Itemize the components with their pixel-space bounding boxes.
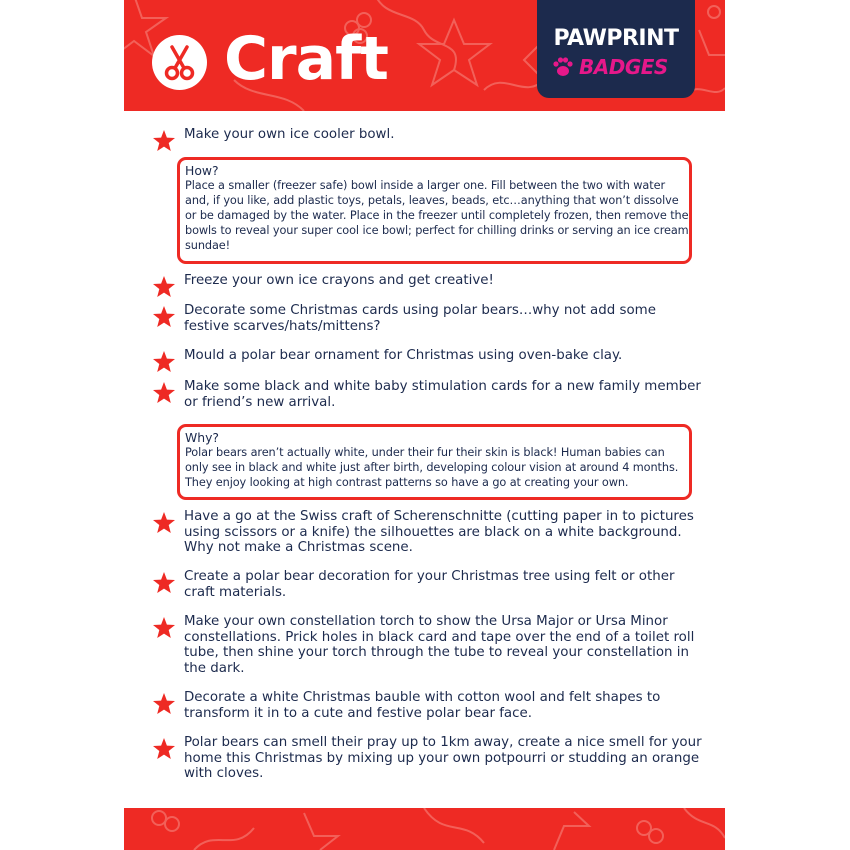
logo-badges-row xyxy=(551,53,691,81)
logo-text-badges: BADGES xyxy=(579,55,668,79)
item-text: Decorate some Christmas cards using polar bears…why not add some festive scarves/hats/mittens? xyxy=(184,303,656,334)
paw-icon xyxy=(551,55,575,79)
star-bullet-icon xyxy=(152,571,176,595)
how-info-box xyxy=(177,157,692,264)
star-bullet-icon xyxy=(152,275,176,299)
box-label: Why? xyxy=(185,430,220,445)
scissors-icon xyxy=(152,35,207,90)
box-body: Place a smaller (freezer safe) bowl inside a larger one. Fill between the two with water and, if you like, add plastic toys, petals, leaves, beads, etc…anything that won’t dissolve or be damaged by the water. Place in the freezer until completely frozen, then remove the bowls to reveal your super cool ice bowl; perfect for chilling drinks or serving an ice cream sundae! xyxy=(185,179,689,252)
why-info-box xyxy=(177,424,692,500)
star-bullet-icon xyxy=(152,350,176,374)
star-bullet-icon xyxy=(152,129,176,153)
item-text: Make your own ice cooler bowl. xyxy=(184,127,395,142)
logo-text-pawprint: PAWPRINT xyxy=(553,26,679,51)
pawprint-badges-logo xyxy=(537,0,695,98)
box-body: Polar bears aren’t actually white, under their fur their skin is black! Human babies can only see in black and white just after birth, developing colour vision at around 4 months. They enjoy looking at high contrast patterns so have a go at creating your own. xyxy=(185,446,679,489)
header-banner xyxy=(124,0,725,111)
star-bullet-icon xyxy=(152,737,176,761)
footer-banner xyxy=(124,808,725,850)
star-bullet-icon xyxy=(152,616,176,640)
star-bullet-icon xyxy=(152,511,176,535)
star-bullet-icon xyxy=(152,692,176,716)
item-text: Mould a polar bear ornament for Christmas using oven-bake clay. xyxy=(184,348,623,363)
item-text: Decorate a white Christmas bauble with cotton wool and felt shapes to transform it in to a cute and festive polar bear face. xyxy=(184,690,661,721)
holly-pattern-decoration xyxy=(124,808,725,850)
star-bullet-icon xyxy=(152,305,176,329)
page-title: Craft xyxy=(224,24,388,94)
star-bullet-icon xyxy=(152,381,176,405)
item-text: Have a go at the Swiss craft of Scherenschnitte (cutting paper in to pictures using scissors or a knife) the silhouettes are black on a white background. Why not make a Christmas scene. xyxy=(184,509,694,555)
craft-sheet xyxy=(124,0,725,850)
box-label: How? xyxy=(185,163,219,178)
item-text: Create a polar bear decoration for your Christmas tree using felt or other craft materials. xyxy=(184,569,675,600)
item-text: Freeze your own ice crayons and get creative! xyxy=(184,273,494,288)
item-text: Make your own constellation torch to show the Ursa Major or Ursa Minor constellations. Prick holes in black card and tape over the end of a toilet roll tube, then shine your torch through the tube to reveal your constellation in the dark. xyxy=(184,614,695,676)
item-text: Make some black and white baby stimulation cards for a new family member or friend’s new arrival. xyxy=(184,379,701,410)
item-text: Polar bears can smell their pray up to 1km away, create a nice smell for your home this Christmas by mixing up your own potpourri or studding an orange with cloves. xyxy=(184,735,702,781)
